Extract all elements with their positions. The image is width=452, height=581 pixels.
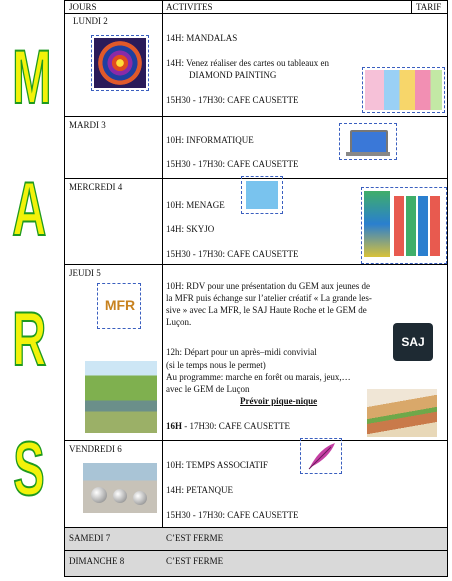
header-jours: JOURS: [69, 2, 97, 12]
saj-logo: SAJ: [393, 323, 433, 361]
activity: 10H: MENAGE: [166, 200, 225, 210]
activity: 10H: TEMPS ASSOCIATIF: [166, 460, 268, 470]
mfr-logo-frame: [97, 283, 141, 329]
activity-line: 10H: RDV pour une présentation du GEM aux jeunes de: [166, 281, 371, 291]
schedule-table: [64, 0, 448, 577]
activity-line: avec le GEM de Luçon: [166, 384, 250, 394]
sandwich-image: [367, 389, 437, 437]
keyboard-icon: [346, 152, 390, 156]
row-vendredi: [65, 441, 447, 528]
petanque-image: [83, 463, 157, 513]
activity-line: 12h: Départ pour un après–midi convivial: [166, 347, 317, 357]
day-label: LUNDI 2: [73, 16, 108, 26]
feather-icon: [301, 439, 341, 473]
activity-line: [166, 421, 290, 432]
row-jeudi: [65, 265, 447, 441]
title-letter-r: R: [12, 297, 47, 382]
skyjo-box: [364, 191, 390, 257]
activity-line: Luçon.: [166, 317, 192, 327]
activity: 14H: Venez réaliser des cartes ou tableaux en: [166, 58, 330, 68]
activity-line: Au programme: marche en forêt ou marais, jeux,…: [166, 372, 351, 382]
day-label: DIMANCHE 8: [69, 556, 125, 566]
title-letter-a: A: [12, 167, 47, 252]
mandala-image-frame: [91, 35, 149, 91]
time-rest: - 17H30: CAFE CAUSETTE: [182, 421, 291, 431]
activity: 10H: INFORMATIQUE: [166, 135, 254, 145]
activity-line: (si le temps nous le permet): [166, 360, 266, 370]
day-label: JEUDI 5: [69, 268, 101, 278]
activity: 14H: MANDALAS: [166, 33, 238, 43]
skyjo-cards: [394, 196, 442, 256]
activity-line: sive » avec La MFR, le SAJ Haute Roche et le GEM de: [166, 305, 367, 315]
cleaning-image: [246, 181, 278, 209]
picnic-note: Prévoir pique-nique: [240, 396, 318, 406]
activity: 14H: PETANQUE: [166, 485, 234, 495]
row-lundi: [65, 13, 447, 117]
day-label: MARDI 3: [69, 120, 106, 130]
cleaning-image-frame: [241, 176, 283, 214]
month-title: [0, 0, 60, 581]
activity: 15H30 - 17H30: CAFE CAUSETTE: [166, 249, 299, 259]
activity: 15H30 - 17H30: CAFE CAUSETTE: [166, 159, 299, 169]
computer-image-frame: [339, 123, 397, 160]
activity: 15H30 - 17H30: CAFE CAUSETTE: [166, 510, 299, 520]
mfr-logo: MFR: [104, 297, 136, 313]
diamond-painting-image: [365, 70, 442, 110]
mandala-image: [94, 38, 146, 88]
day-label: VENDREDI 6: [69, 444, 122, 454]
computer-icon: [350, 130, 388, 154]
time-start: 16H: [166, 421, 183, 431]
day-label: MERCREDI 4: [69, 182, 123, 192]
landscape-image: [85, 361, 157, 433]
feather-image-frame: [300, 438, 342, 474]
day-label: SAMEDI 7: [69, 533, 111, 543]
header-tarif: TARIF: [416, 2, 442, 12]
activity: 14H: SKYJO: [166, 224, 215, 234]
closed-text: C’EST FERME: [166, 533, 224, 543]
row-mercredi: [65, 179, 447, 265]
title-letter-m: M: [12, 35, 52, 120]
row-samedi: [65, 528, 447, 551]
row-dimanche: [65, 551, 447, 576]
header-activites: ACTIVITES: [166, 2, 213, 12]
activity-line: la MFR puis échange sur l’atelier créatif « La grande les-: [166, 293, 372, 303]
activity: DIAMOND PAINTING: [189, 70, 277, 80]
closed-text: C’EST FERME: [166, 556, 224, 566]
diamond-painting-image-frame: [362, 67, 445, 113]
title-letter-s: S: [13, 427, 45, 512]
skyjo-image-frame: [361, 187, 447, 264]
activity: 15H30 - 17H30: CAFE CAUSETTE: [166, 95, 299, 105]
row-mardi: [65, 117, 447, 179]
